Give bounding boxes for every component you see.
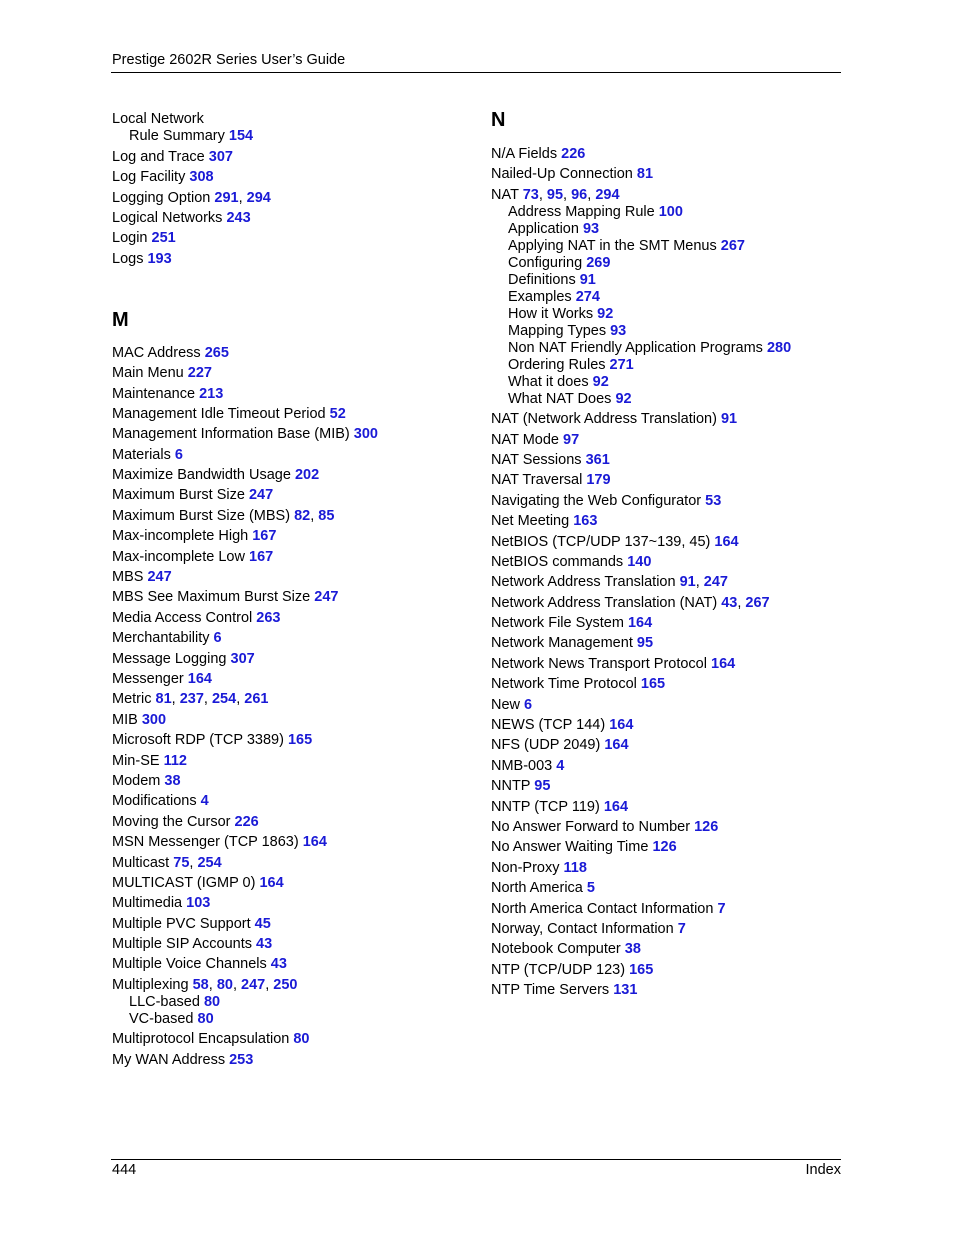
- page-link[interactable]: 38: [624, 941, 641, 958]
- index-term: Materials: [112, 446, 171, 463]
- index-term: Maximum Burst Size: [112, 487, 245, 504]
- index-entry: [112, 549, 472, 566]
- index-term: Max-incomplete High: [112, 528, 249, 545]
- page-link[interactable]: 82: [294, 507, 311, 524]
- index-term: Multiple Voice Channels: [112, 956, 267, 973]
- index-entry: [112, 406, 472, 423]
- index-entry: [491, 941, 841, 958]
- page-link[interactable]: 237: [179, 691, 204, 708]
- index-term: My WAN Address: [112, 1051, 226, 1068]
- page-link[interactable]: 6: [213, 630, 222, 647]
- index-entry: [112, 834, 472, 851]
- page-link[interactable]: 167: [252, 528, 277, 545]
- page-link[interactable]: 164: [259, 874, 284, 891]
- page-link[interactable]: 53: [705, 492, 722, 509]
- index-term: NAT (Network Address Translation): [491, 411, 717, 428]
- page-link[interactable]: 269: [586, 254, 611, 271]
- index-entry: [491, 166, 841, 183]
- index-subentry: [112, 1011, 472, 1028]
- index-term: Message Logging: [112, 650, 227, 667]
- page-link[interactable]: 140: [627, 553, 652, 570]
- page-link[interactable]: 80: [197, 1010, 214, 1027]
- index-entry: [112, 814, 472, 831]
- index-term: Management Information Base (MIB): [112, 426, 350, 443]
- page-link[interactable]: 6: [524, 696, 533, 713]
- index-term: NAT Traversal: [491, 472, 583, 489]
- index-entry: [491, 452, 841, 469]
- page-link[interactable]: 97: [563, 431, 580, 448]
- index-entry: [491, 778, 841, 795]
- index-group-l-tail: [112, 111, 472, 267]
- page-link[interactable]: 52: [329, 405, 346, 422]
- index-term: New: [491, 696, 521, 713]
- index-column-right: [491, 108, 841, 999]
- index-term: NFS (UDP 2049): [491, 737, 601, 754]
- page-link[interactable]: 164: [187, 670, 212, 687]
- index-group-m: [112, 345, 472, 1069]
- index-term: Configuring: [508, 254, 583, 271]
- index-entry: [112, 712, 472, 729]
- page-link[interactable]: 263: [256, 609, 281, 626]
- page-link[interactable]: 118: [563, 859, 587, 876]
- page-link[interactable]: 6: [174, 446, 183, 463]
- index-letter-m: M: [112, 308, 129, 331]
- index-subentry: [112, 994, 472, 1011]
- page-link[interactable]: 4: [200, 793, 209, 810]
- page-link[interactable]: 247: [241, 976, 266, 993]
- page-link[interactable]: 43: [270, 956, 287, 973]
- index-subentry: [491, 391, 841, 408]
- index-entry: [491, 656, 841, 673]
- index-entry: [112, 793, 472, 810]
- index-entry: [112, 569, 472, 586]
- index-entry: [491, 472, 841, 489]
- page-link[interactable]: 164: [711, 655, 736, 672]
- index-term: North America: [491, 880, 583, 897]
- index-term: NNTP: [491, 778, 531, 795]
- index-term: MBS: [112, 569, 144, 586]
- index-term: Ordering Rules: [508, 356, 606, 373]
- page-link[interactable]: 91: [679, 574, 696, 591]
- page-link[interactable]: 92: [592, 373, 609, 390]
- index-term: MBS See Maximum Burst Size: [112, 589, 311, 606]
- index-entry: [112, 467, 472, 484]
- page-link[interactable]: 202: [294, 467, 320, 484]
- index-entry: [112, 210, 472, 227]
- page-link[interactable]: 274: [575, 288, 600, 305]
- index-term: Log and Trace: [112, 148, 205, 165]
- index-entry: Network Address Translation (NAT) 43, 267: [491, 594, 770, 611]
- page-link[interactable]: 227: [187, 365, 212, 382]
- page-link[interactable]: 226: [561, 146, 586, 162]
- page-link[interactable]: 92: [615, 390, 632, 407]
- index-term: Main Menu: [112, 365, 184, 382]
- index-letter-n: N: [491, 109, 506, 131]
- index-entry: [491, 799, 841, 816]
- index-term: Moving the Cursor: [112, 813, 231, 830]
- index-entry: Maximum Burst Size (MBS) 82, 85: [112, 507, 335, 524]
- page-link[interactable]: 307: [208, 148, 233, 165]
- index-term: Network File System: [491, 615, 624, 632]
- index-entry: Multiplexing 58, 80, 247, 250: [112, 976, 298, 993]
- page-link[interactable]: 164: [302, 834, 327, 851]
- page-link[interactable]: 38: [164, 772, 181, 789]
- page-link[interactable]: 4: [556, 757, 565, 774]
- index-entry: [491, 534, 841, 551]
- page-link[interactable]: 95: [546, 186, 564, 203]
- index-term: Network News Transport Protocol: [491, 655, 707, 672]
- index-subentry: [491, 255, 841, 272]
- index-entry: [491, 839, 841, 856]
- index-entry: [112, 875, 472, 892]
- index-term: Metric: [112, 691, 152, 708]
- index-entry: [112, 916, 472, 933]
- page-link[interactable]: 164: [609, 717, 634, 734]
- page-link[interactable]: 45: [254, 915, 271, 932]
- index-entry: [112, 773, 472, 790]
- index-group-n: [491, 146, 841, 999]
- page-link[interactable]: 103: [186, 895, 211, 912]
- index-term: NAT Sessions: [491, 451, 582, 468]
- index-term: Norway, Contact Information: [491, 920, 674, 937]
- index-entry: [112, 230, 472, 247]
- index-term: NTP Time Servers: [491, 982, 610, 999]
- index-entry: [491, 513, 841, 530]
- index-term: Non-Proxy: [491, 859, 560, 876]
- index-entry: [112, 528, 472, 545]
- footer-rule: [111, 1159, 841, 1160]
- page-link[interactable]: 213: [199, 385, 224, 402]
- page-link[interactable]: 100: [658, 203, 683, 220]
- page-link[interactable]: 165: [287, 732, 313, 749]
- index-term: Address Mapping Rule: [508, 203, 655, 220]
- index-entry: [491, 717, 841, 734]
- page-link[interactable]: 7: [717, 900, 726, 917]
- index-term: Maximum Burst Size (MBS): [112, 507, 291, 524]
- page-link[interactable]: 95: [534, 778, 551, 795]
- page-link[interactable]: 243: [226, 209, 251, 226]
- page-link[interactable]: 7: [677, 920, 686, 937]
- index-term: Max-incomplete Low: [112, 548, 245, 565]
- page-link[interactable]: 131: [613, 982, 638, 999]
- index-term: NMB-003: [491, 757, 553, 774]
- index-subentry: [491, 340, 841, 357]
- page-link[interactable]: 165: [629, 961, 654, 978]
- index-term: Multiplexing: [112, 976, 189, 993]
- index-term: What NAT Does: [508, 390, 612, 407]
- page-link[interactable]: 93: [582, 220, 600, 237]
- page-link[interactable]: 267: [745, 594, 770, 611]
- index-term: NTP (TCP/UDP 123): [491, 961, 626, 978]
- index-term: Examples: [508, 288, 572, 305]
- page-link[interactable]: 247: [314, 589, 339, 606]
- index-entry: [491, 819, 841, 836]
- index-entry: [112, 487, 472, 504]
- index-term: Multiple SIP Accounts: [112, 936, 252, 953]
- index-term: NAT: [491, 186, 519, 203]
- index-term: Net Meeting: [491, 513, 570, 530]
- page-link[interactable]: 91: [720, 411, 738, 428]
- index-term: Microsoft RDP (TCP 3389): [112, 732, 284, 749]
- page-link[interactable]: 254: [211, 691, 237, 708]
- page-link[interactable]: 179: [586, 472, 611, 489]
- page-link[interactable]: 300: [141, 711, 167, 728]
- page-link[interactable]: 126: [652, 839, 677, 856]
- page-link[interactable]: 308: [189, 169, 214, 186]
- index-term: Merchantability: [112, 630, 210, 647]
- index-subentry: [491, 289, 841, 306]
- index-entry: Metric 81, 237, 254, 261: [112, 691, 269, 708]
- index-entry: [491, 901, 841, 918]
- page-link[interactable]: 251: [151, 230, 176, 247]
- page-link[interactable]: 247: [703, 574, 728, 591]
- index-term: NNTP (TCP 119): [491, 798, 600, 815]
- index-entry: [491, 962, 841, 979]
- page-link[interactable]: 92: [597, 305, 614, 322]
- index-entry: [112, 386, 472, 403]
- page-link[interactable]: 167: [249, 548, 274, 565]
- index-entry: [112, 345, 472, 362]
- index-term: Nailed-Up Connection: [491, 166, 633, 183]
- index-term: No Answer Forward to Number: [491, 818, 691, 835]
- index-entry: [491, 860, 841, 877]
- index-term: MIB: [112, 711, 138, 728]
- page-link[interactable]: 271: [609, 356, 634, 373]
- page-link[interactable]: 361: [585, 451, 610, 468]
- index-term: Management Idle Timeout Period: [112, 405, 326, 422]
- index-entry: NAT 73, 95, 96, 294: [491, 186, 620, 203]
- index-entry: [112, 895, 472, 912]
- index-entry: [491, 676, 841, 693]
- footer-page-number: 444: [112, 1162, 137, 1178]
- index-term: Multiprotocol Encapsulation: [112, 1031, 290, 1048]
- index-term: LLC-based: [129, 993, 200, 1010]
- page-link[interactable]: 165: [640, 676, 666, 693]
- index-entry: [112, 589, 472, 606]
- index-subentry: [491, 323, 841, 340]
- index-term: Maintenance: [112, 385, 196, 402]
- index-term: NetBIOS commands: [491, 553, 624, 570]
- page-link[interactable]: 254: [197, 854, 222, 871]
- index-term: Network Management: [491, 635, 633, 652]
- page-link[interactable]: 91: [579, 271, 596, 288]
- index-term: Applying NAT in the SMT Menus: [508, 237, 717, 254]
- page-link[interactable]: 265: [204, 344, 229, 361]
- index-entry: [491, 554, 841, 571]
- index-subentry: [491, 272, 841, 289]
- index-term: Application: [508, 220, 579, 237]
- index-term: Non NAT Friendly Application Programs: [508, 339, 763, 356]
- page-link[interactable]: 307: [230, 650, 255, 667]
- index-term: North America Contact Information: [491, 900, 714, 917]
- index-entry: [112, 251, 472, 268]
- index-term: NetBIOS (TCP/UDP 137~139, 45): [491, 533, 711, 550]
- page-link[interactable]: 247: [248, 487, 274, 504]
- index-term: No Answer Waiting Time: [491, 839, 649, 856]
- page-link[interactable]: 154: [228, 128, 254, 145]
- index-entry: [112, 149, 472, 166]
- index-subentry: [491, 238, 841, 255]
- index-term: Navigating the Web Configurator: [491, 492, 702, 509]
- page-link[interactable]: 80: [203, 993, 221, 1010]
- index-term: Local Network: [112, 111, 204, 128]
- page-link[interactable]: 80: [216, 976, 233, 993]
- page-link[interactable]: 43: [721, 594, 738, 611]
- index-entry: Network Address Translation 91, 247: [491, 574, 728, 591]
- index-subentry: [491, 306, 841, 323]
- index-entry: [112, 936, 472, 953]
- index-entry: [491, 880, 841, 897]
- page-link[interactable]: 250: [273, 976, 298, 993]
- index-term: Logging Option: [112, 189, 211, 206]
- index-term: Log Facility: [112, 169, 186, 186]
- index-term: NAT Mode: [491, 431, 559, 448]
- index-subentry: [491, 374, 841, 391]
- page-link[interactable]: 163: [573, 513, 598, 530]
- page-link[interactable]: 85: [318, 507, 335, 524]
- page-link[interactable]: 95: [636, 635, 654, 652]
- index-entry: [112, 447, 472, 464]
- index-subentry: [491, 357, 841, 374]
- index-term: Messenger: [112, 670, 184, 687]
- header-rule: [111, 72, 841, 73]
- index-subentry: [491, 221, 841, 238]
- page-link[interactable]: 73: [522, 186, 539, 203]
- page-link[interactable]: 164: [604, 737, 629, 754]
- index-term: Network Address Translation (NAT): [491, 594, 718, 611]
- index-term: MSN Messenger (TCP 1863): [112, 834, 299, 851]
- index-term: MAC Address: [112, 344, 201, 361]
- index-entry: [112, 1052, 472, 1069]
- index-term: Network Time Protocol: [491, 676, 637, 693]
- index-term: Network Address Translation: [491, 574, 676, 591]
- page-link[interactable]: 75: [173, 854, 190, 871]
- page-link[interactable]: 5: [586, 880, 595, 897]
- index-term: N/A Fields: [491, 146, 558, 162]
- page-link[interactable]: 164: [627, 615, 653, 632]
- index-entry: [112, 365, 472, 382]
- index-entry: [112, 426, 472, 443]
- page-link[interactable]: 294: [246, 189, 271, 206]
- index-term: Definitions: [508, 271, 576, 288]
- page-link[interactable]: 247: [147, 569, 172, 586]
- index-term: Media Access Control: [112, 609, 253, 626]
- page-link[interactable]: 93: [610, 322, 627, 339]
- page-link[interactable]: 81: [155, 691, 172, 708]
- index-entry: [491, 635, 841, 652]
- index-entry: [491, 737, 841, 754]
- index-term: Logs: [112, 250, 144, 267]
- index-term: Multiple PVC Support: [112, 915, 251, 932]
- index-entry: [491, 758, 841, 775]
- index-term: VC-based: [129, 1010, 194, 1027]
- index-term: Mapping Types: [508, 322, 607, 339]
- index-term: How it Works: [508, 305, 594, 322]
- index-entry: [491, 411, 841, 428]
- page-link[interactable]: 280: [766, 339, 792, 356]
- page-link[interactable]: 291: [214, 189, 239, 206]
- index-entry: Logging Option 291, 294: [112, 189, 271, 206]
- running-header-title: Prestige 2602R Series User’s Guide: [112, 52, 346, 68]
- index-term: Login: [112, 230, 148, 247]
- page-link[interactable]: 164: [714, 533, 739, 550]
- index-term: What it does: [508, 373, 589, 390]
- index-subentry: [491, 204, 841, 221]
- index-entry: Multicast 75, 254: [112, 854, 222, 871]
- index-entry: [112, 956, 472, 973]
- page-link[interactable]: 80: [293, 1031, 310, 1048]
- index-entry: [112, 753, 472, 770]
- index-entry: [112, 1031, 472, 1048]
- page-link[interactable]: 58: [192, 976, 209, 993]
- index-entry: [112, 610, 472, 627]
- page-link[interactable]: 43: [256, 936, 273, 953]
- index-subentry: [112, 128, 472, 145]
- index-term: Maximize Bandwidth Usage: [112, 467, 291, 484]
- index-entry: [491, 697, 841, 714]
- index-term: NEWS (TCP 144): [491, 717, 606, 734]
- index-term: Multimedia: [112, 895, 183, 912]
- page-link[interactable]: 81: [636, 166, 654, 183]
- index-term: Rule Summary: [129, 128, 225, 145]
- index-term: Modem: [112, 772, 161, 789]
- index-term: Multicast: [112, 854, 170, 871]
- page-link[interactable]: 226: [234, 813, 259, 830]
- page-link[interactable]: 267: [720, 237, 745, 254]
- index-column-left: [112, 108, 472, 1069]
- index-entry: [112, 651, 472, 668]
- index-entry: [491, 493, 841, 510]
- index-entry: [112, 169, 472, 186]
- index-entry: [112, 630, 472, 647]
- index-term: Modifications: [112, 793, 197, 810]
- index-entry: [491, 432, 841, 449]
- page-link[interactable]: 253: [229, 1051, 254, 1068]
- page-link[interactable]: 126: [694, 818, 719, 835]
- page-link[interactable]: 96: [571, 186, 588, 203]
- index-entry: [491, 982, 841, 999]
- index-term: Logical Networks: [112, 209, 223, 226]
- page-link[interactable]: 164: [603, 798, 629, 815]
- page-link[interactable]: 294: [595, 186, 620, 203]
- index-entry: [112, 671, 472, 688]
- index-term: MULTICAST (IGMP 0): [112, 874, 256, 891]
- index-entry: [112, 111, 472, 128]
- index-entry: [112, 732, 472, 749]
- index-entry: [491, 921, 841, 938]
- page-link[interactable]: 193: [147, 250, 172, 267]
- index-term: Min-SE: [112, 752, 160, 769]
- index-entry: [491, 146, 841, 163]
- index-entry: [491, 615, 841, 632]
- page-link[interactable]: 300: [353, 426, 378, 443]
- page-link[interactable]: 112: [163, 752, 187, 769]
- index-term: Notebook Computer: [491, 941, 621, 958]
- page-link[interactable]: 261: [244, 691, 269, 708]
- footer-section-name: Index: [805, 1162, 841, 1178]
